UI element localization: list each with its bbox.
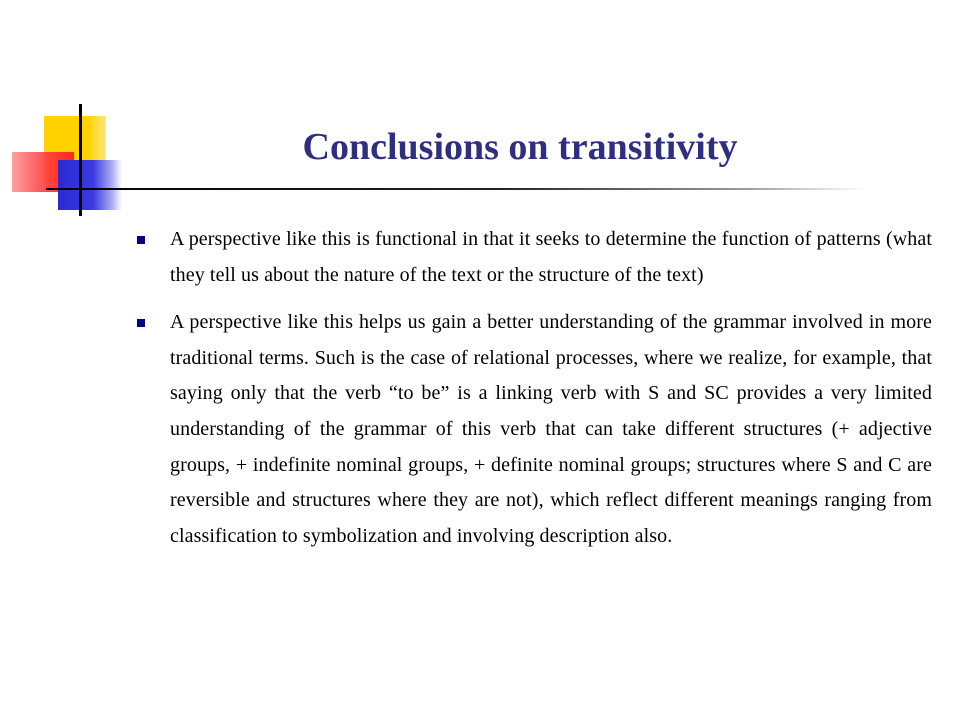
square-bullet-icon [137, 236, 145, 244]
decorative-blue-square [58, 160, 122, 210]
bullet-item [132, 222, 932, 293]
bullet-text: A perspective like this is functional in that it seeks to determine the function of patterns (what they tell us about the nature of the text or the structure of the text) [170, 228, 932, 286]
slide-title: Conclusions on transitivity [302, 126, 738, 168]
bullet-text: A perspective like this helps us gain a better understanding of the grammar involved in more traditional terms. Such is the case of relational processes, where we realize, for example, that saying only that the verb “to be” is a linking verb with S and SC provides a very limited understanding of the grammar of this verb that can take different structures (+ adjective groups, + indefinite nominal groups, + definite nominal groups; structures where S and C are reversible and structures where they are not), which reflect different meanings ranging from classification to symbolization and involving description also. [170, 311, 932, 547]
square-bullet-icon [137, 319, 145, 327]
bullet-list [132, 222, 932, 566]
decorative-vertical-line [79, 104, 82, 216]
bullet-item [132, 305, 932, 554]
title-underline [46, 188, 866, 190]
